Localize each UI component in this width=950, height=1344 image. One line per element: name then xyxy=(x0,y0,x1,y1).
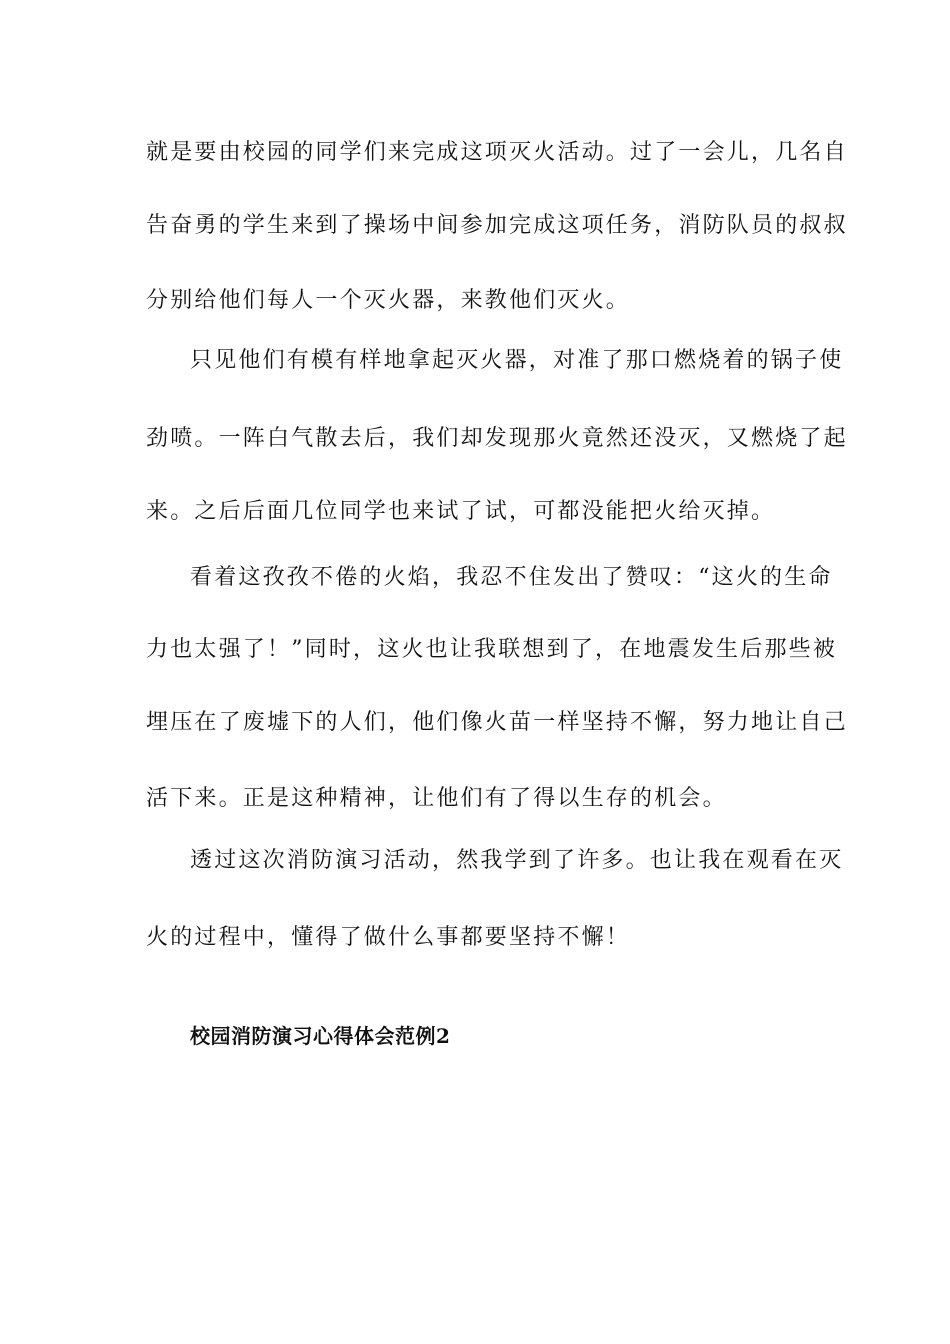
text-line-5: 劲喷。一阵白气散去后，我们却发现那火竟然还没灭，又燃烧了起 xyxy=(146,426,848,451)
text-line-9: 埋压在了废墟下的人们，他们像火苗一样坚持不懈，努力地让自己 xyxy=(146,710,848,735)
text-line-11: 透过这次消防演习活动，然我学到了许多。也让我在观看在灭 xyxy=(190,848,844,873)
text-line-1: 就是要由校园的同学们来完成这项灭火活动。过了一会儿，几名自 xyxy=(146,140,848,165)
text-line-8: 力也太强了！”同时，这火也让我联想到了，在地震发生后那些被 xyxy=(146,637,838,662)
section-heading: 校园消防演习心得体会范例2 xyxy=(190,1024,451,1048)
text-line-3: 分别给他们每人一个灭火器，来教他们灭火。 xyxy=(146,288,631,313)
text-line-7: 看着这孜孜不倦的火焰，我忍不住发出了赞叹：“这火的生命 xyxy=(190,565,833,590)
text-line-2: 告奋勇的学生来到了操场中间参加完成这项任务，消防队员的叔叔 xyxy=(146,213,848,238)
text-line-4: 只见他们有模有样地拿起灭火器，对准了那口燃烧着的锅子使 xyxy=(190,348,844,373)
text-line-10: 活下来。正是这种精神，让他们有了得以生存的机会。 xyxy=(146,786,727,811)
text-line-6: 来。之后后面几位同学也来试了试，可都没能把火给灭掉。 xyxy=(146,499,776,524)
text-line-12: 火的过程中，懂得了做什么事都要坚持不懈！ xyxy=(146,925,631,950)
